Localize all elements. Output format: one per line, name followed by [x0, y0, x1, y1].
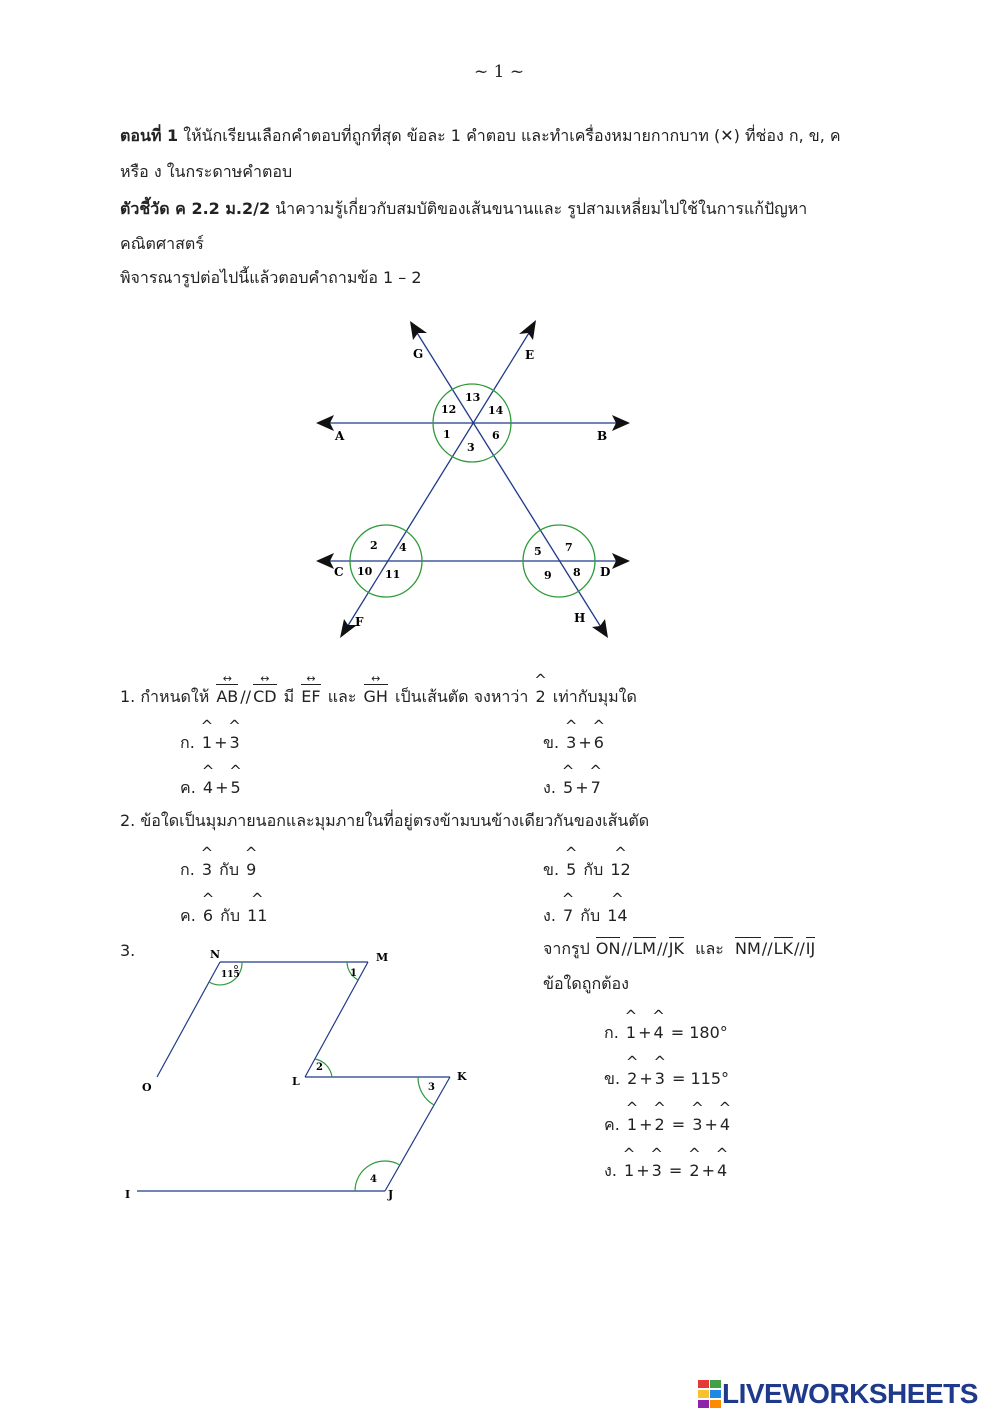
liveworksheets-logo[interactable]	[698, 1378, 978, 1410]
q1-option-b[interactable]	[543, 731, 606, 756]
angle-label-1: 1	[350, 968, 357, 979]
operator: +	[215, 778, 229, 797]
option-label: ก.	[180, 733, 195, 752]
angle-8: 8	[573, 566, 581, 579]
angle-1: 1	[443, 428, 451, 441]
q3-option-b[interactable]	[604, 1067, 729, 1092]
option-label: ค.	[604, 1115, 620, 1134]
q3-parallel: //	[656, 939, 668, 958]
q3-statement	[543, 939, 816, 958]
q2-option-b[interactable]	[543, 858, 633, 883]
label-e: E	[525, 348, 535, 362]
angle-value: ^ 3	[652, 1161, 662, 1180]
angle-label-2: 2	[316, 1062, 323, 1073]
option-label: ค.	[180, 906, 196, 925]
q3-seg-jk: JK	[668, 939, 684, 958]
option-label: ข.	[543, 733, 560, 752]
angle-value: ^ 3	[202, 860, 212, 879]
label-i: I	[125, 1188, 131, 1201]
angle-value: ^ 2	[689, 1161, 699, 1180]
option-label: ง.	[543, 778, 556, 797]
operator: กับ	[583, 860, 604, 879]
instructions-line1	[120, 126, 841, 145]
q3-seg-nm: NM	[735, 939, 761, 958]
operator: +	[575, 778, 589, 797]
option-label: ค.	[180, 778, 196, 797]
q1-body: เป็นเส้นตัด จงหาว่า	[395, 687, 529, 706]
angle-11: 11	[385, 568, 401, 581]
instructions-label: ตอนที่ 1	[120, 126, 179, 145]
option-label: ข.	[543, 860, 560, 879]
indicator-line1	[120, 199, 807, 218]
q1-prefix: 1. กำหนดให้	[120, 687, 210, 706]
option-label: ข.	[604, 1069, 621, 1088]
q1-parallel: //	[240, 687, 252, 706]
rhs: =	[671, 1115, 686, 1134]
q1-option-c[interactable]	[180, 776, 243, 801]
option-label: ง.	[543, 906, 556, 925]
rhs: =	[668, 1161, 683, 1180]
angle-value: ^ 3	[655, 1069, 665, 1088]
indicator-text: นำความรู้เกี่ยวกับสมบัติของเส้นขนานและ รูปสามเหลี่ยมไปใช้ในการแก้ปัญหา	[275, 199, 808, 218]
arrow-h-icon	[592, 619, 608, 638]
angle-14: 14	[488, 404, 504, 417]
arrow-g-icon	[410, 321, 427, 340]
q3-seg-ij: IJ	[805, 939, 816, 958]
angle-value: ^ 6	[203, 906, 213, 925]
q3-parallel: //	[793, 939, 805, 958]
degree-icon	[235, 966, 238, 969]
angle-13: 13	[465, 391, 481, 404]
arrow-e-icon	[519, 320, 536, 340]
figure-q3-zigzag	[120, 945, 490, 1205]
q3-seg-lk: LK	[773, 939, 793, 958]
q2-option-c[interactable]	[180, 904, 269, 929]
label-n: N	[210, 948, 221, 961]
option-label: ง.	[604, 1161, 617, 1180]
label-g: G	[413, 347, 424, 361]
consider-text: พิจารณารูปต่อไปนี้แล้วตอบคำถามข้อ 1 – 2	[120, 268, 422, 287]
angle-6: 6	[492, 429, 500, 442]
label-a: A	[335, 429, 345, 443]
operator: +	[704, 1115, 718, 1134]
logo-text: LIVEWORKSHEETS	[722, 1378, 978, 1409]
operator: +	[638, 1023, 652, 1042]
label-d: D	[600, 565, 611, 579]
q2-option-d[interactable]	[543, 904, 630, 929]
q1-text	[120, 683, 637, 706]
q1-has: มี	[283, 687, 295, 706]
q1-angle: ^ 2	[535, 687, 545, 706]
q1-line-cd: CD ↔	[253, 683, 277, 706]
angle-4: 4	[399, 541, 407, 554]
indicator-label: ตัวชี้วัด ค 2.2 ม.2/2	[120, 199, 271, 218]
label-j: J	[388, 1188, 394, 1201]
logo-blocks-icon	[698, 1380, 722, 1408]
angle-value: ^ 3	[566, 733, 576, 752]
label-b: B	[597, 429, 608, 443]
angle-value: ^ 14	[607, 906, 627, 925]
instructions-line2: หรือ ง ในกระดาษคำตอบ	[120, 162, 293, 181]
angle-value: ^ 1	[627, 1115, 637, 1134]
line-gh	[414, 328, 604, 632]
label-l: L	[292, 1075, 300, 1088]
option-label: ก.	[604, 1023, 619, 1042]
line-ef	[344, 328, 535, 632]
q3-option-c[interactable]	[604, 1113, 732, 1138]
q3-number: 3.	[120, 941, 136, 960]
label-f: F	[355, 615, 364, 629]
angle-value: ^ 5	[566, 860, 576, 879]
label-h: H	[574, 611, 586, 625]
q3-parallel: //	[621, 939, 633, 958]
indicator-line2: คณิตศาสตร์	[120, 234, 204, 253]
line-ml	[305, 962, 368, 1077]
angle-value: ^ 4	[717, 1161, 727, 1180]
operator: +	[701, 1161, 715, 1180]
angle-9: 9	[544, 569, 552, 582]
angle-value: ^ 7	[563, 906, 573, 925]
instructions-text2: ) ที่ช่อง ก, ข, ค	[733, 126, 841, 145]
figure-parallel-lines	[300, 310, 640, 650]
angle-value: ^ 2	[654, 1115, 664, 1134]
page-number: ~ 1 ~	[474, 62, 525, 82]
label-c: C	[334, 565, 344, 579]
q1-suffix: เท่ากับมุมใด	[552, 687, 637, 706]
q3-and: และ	[695, 939, 724, 958]
operator: กับ	[580, 906, 601, 925]
angle-12: 12	[441, 403, 457, 416]
operator: +	[639, 1115, 653, 1134]
angle-value: ^ 4	[720, 1115, 730, 1134]
q1-line-ef: EF ↔	[301, 683, 320, 706]
operator: +	[214, 733, 228, 752]
label-m: M	[376, 951, 389, 964]
operator: +	[636, 1161, 650, 1180]
operator: กับ	[219, 860, 239, 879]
q3-option-d[interactable]	[604, 1159, 729, 1184]
operator: +	[578, 733, 592, 752]
q3-option-a[interactable]	[604, 1021, 728, 1046]
angle-label-4: 4	[370, 1174, 377, 1185]
label-k: K	[457, 1070, 467, 1083]
angle-115: 115	[221, 970, 240, 980]
angle-5: 5	[534, 545, 542, 558]
operator: +	[639, 1069, 653, 1088]
q3-parallel: //	[761, 939, 773, 958]
q1-option-d[interactable]	[543, 776, 603, 801]
angle-label-3: 3	[428, 1082, 435, 1093]
q3-seg-lm: LM	[633, 939, 656, 958]
q1-line-ab: AB ↔	[216, 683, 238, 706]
angle-value: ^ 9	[246, 860, 256, 879]
q2-option-a[interactable]	[180, 858, 258, 883]
q1-line-gh: GH ↔	[364, 683, 388, 706]
angle-7: 7	[565, 541, 573, 554]
line-on	[157, 962, 220, 1077]
angle-3: 3	[467, 441, 475, 454]
operator: กับ	[220, 906, 241, 925]
x-mark-icon: ✕	[720, 126, 734, 145]
q1-option-a[interactable]	[180, 731, 242, 756]
angle-value: ^ 3	[229, 733, 239, 752]
q3-question: ข้อใดถูกต้อง	[543, 974, 629, 993]
q3-seg-on: ON	[595, 939, 621, 958]
angle-value: ^ 12	[610, 860, 630, 879]
rhs: = 115°	[672, 1069, 730, 1088]
angle-value: ^ 1	[202, 733, 212, 752]
q3-prefix: จากรูป	[543, 939, 590, 958]
option-label: ก.	[180, 860, 195, 879]
instructions-text1: ให้นักเรียนเลือกคำตอบที่ถูกที่สุด ข้อละ 1 คำตอบ และทำเครื่องหมายกากบาท (	[183, 126, 721, 145]
angle-value: ^ 5	[230, 778, 240, 797]
angle-value: ^ 1	[624, 1161, 634, 1180]
label-o: O	[142, 1081, 152, 1094]
line-kj	[385, 1077, 450, 1191]
angle-value: ^ 4	[653, 1023, 663, 1042]
angle-2: 2	[370, 539, 378, 552]
angle-value: ^ 1	[626, 1023, 636, 1042]
angle-value: ^ 7	[591, 778, 601, 797]
q2-text: 2. ข้อใดเป็นมุมภายนอกและมุมภายในที่อยู่ตรงข้ามบนข้างเดียวกันของเส้นตัด	[120, 811, 650, 830]
angle-value: ^ 2	[627, 1069, 637, 1088]
angle-10: 10	[357, 565, 373, 578]
rhs: = 180°	[670, 1023, 728, 1042]
angle-value: ^ 6	[594, 733, 604, 752]
angle-value: ^ 4	[203, 778, 213, 797]
angle-value: ^ 3	[692, 1115, 702, 1134]
angle-value: ^ 11	[247, 906, 267, 925]
q1-and: และ	[327, 687, 357, 706]
angle-value: ^ 5	[563, 778, 573, 797]
